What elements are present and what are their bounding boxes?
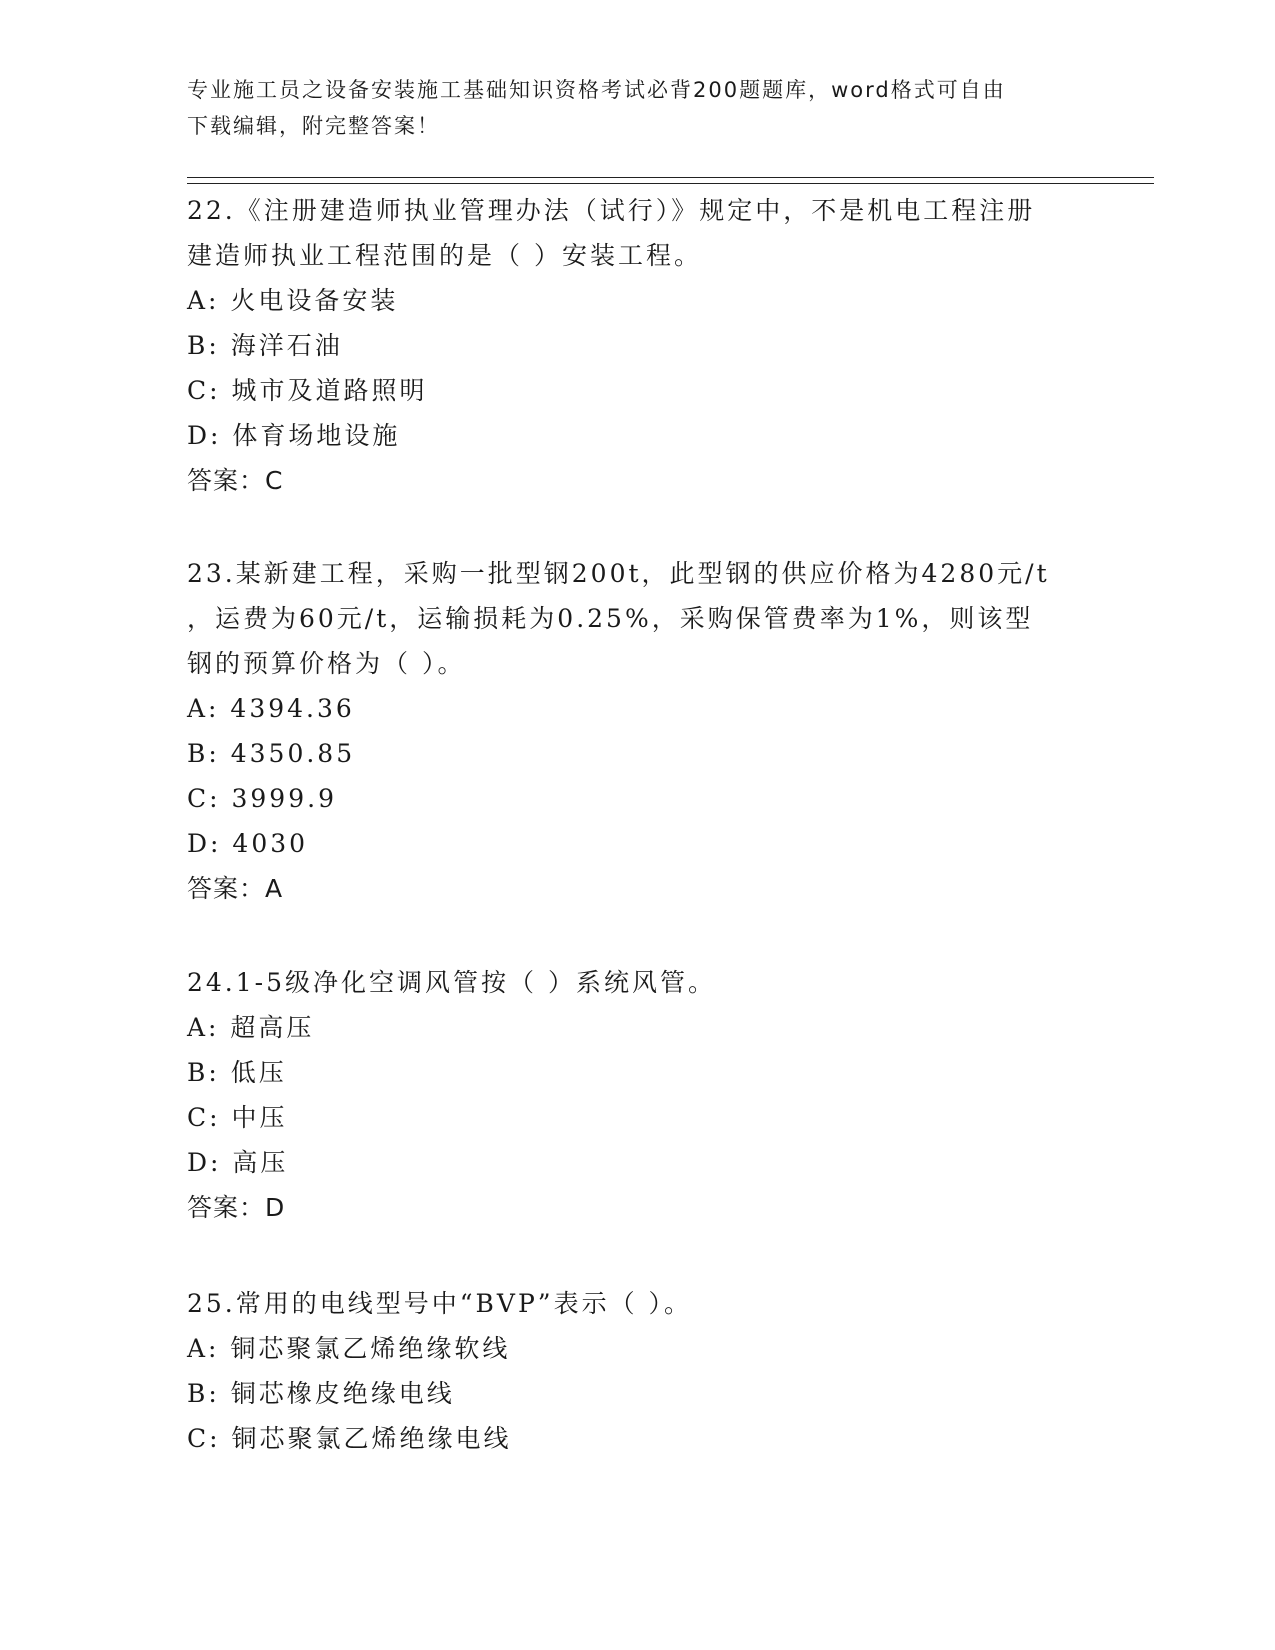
question-stem-line: 22.《注册建造师执业管理办法（试行）》规定中，不是机电工程注册: [187, 196, 1036, 225]
option-b: B: 低压: [187, 1058, 287, 1087]
answer-line: 答案：A: [187, 874, 284, 903]
option-d: D: 体育场地设施: [187, 421, 401, 450]
option-a: A: 超高压: [187, 1013, 315, 1042]
option-a: A: 4394.36: [187, 694, 355, 723]
question-stem-line: 建造师执业工程范围的是（ ）安装工程。: [187, 241, 702, 270]
document-header: [187, 72, 1077, 144]
header-divider-bottom: [187, 183, 1154, 184]
option-b: B: 海洋石油: [187, 331, 343, 360]
option-a: A: 铜芯聚氯乙烯绝缘软线: [187, 1334, 511, 1363]
question-stem-line: 钢的预算价格为（ ）。: [187, 649, 466, 678]
question-stem-line: 23.某新建工程，采购一批型钢200t，此型钢的供应价格为4280元/t: [187, 559, 1050, 588]
header-divider-top: [187, 177, 1154, 178]
option-c: C: 中压: [187, 1103, 288, 1132]
header-line-1: 专业施工员之设备安装施工基础知识资格考试必背200题题库，word格式可自由: [187, 78, 1006, 102]
answer-line: 答案：D: [187, 1193, 286, 1222]
option-a: A: 火电设备安装: [187, 286, 399, 315]
option-b: B: 铜芯橡皮绝缘电线: [187, 1379, 455, 1408]
question-22: [187, 188, 1087, 503]
question-stem-line: 25.常用的电线型号中“BVP”表示（ ）。: [187, 1289, 693, 1318]
answer-line: 答案：C: [187, 466, 284, 495]
option-c: C: 3999.9: [187, 784, 337, 813]
option-c: C: 铜芯聚氯乙烯绝缘电线: [187, 1424, 512, 1453]
option-b: B: 4350.85: [187, 739, 356, 768]
option-d: D: 高压: [187, 1148, 289, 1177]
question-25: [187, 1281, 1087, 1461]
question-23: [187, 551, 1087, 911]
option-c: C: 城市及道路照明: [187, 376, 428, 405]
question-stem-line: 24.1-5级净化空调风管按（ ）系统风管。: [187, 968, 716, 997]
header-line-2: 下载编辑，附完整答案！: [187, 114, 440, 138]
question-stem-line: ，运费为60元/t，运输损耗为0.25%，采购保管费率为1%，则该型: [187, 604, 1034, 633]
option-d: D: 4030: [187, 829, 309, 858]
question-24: [187, 960, 1087, 1230]
